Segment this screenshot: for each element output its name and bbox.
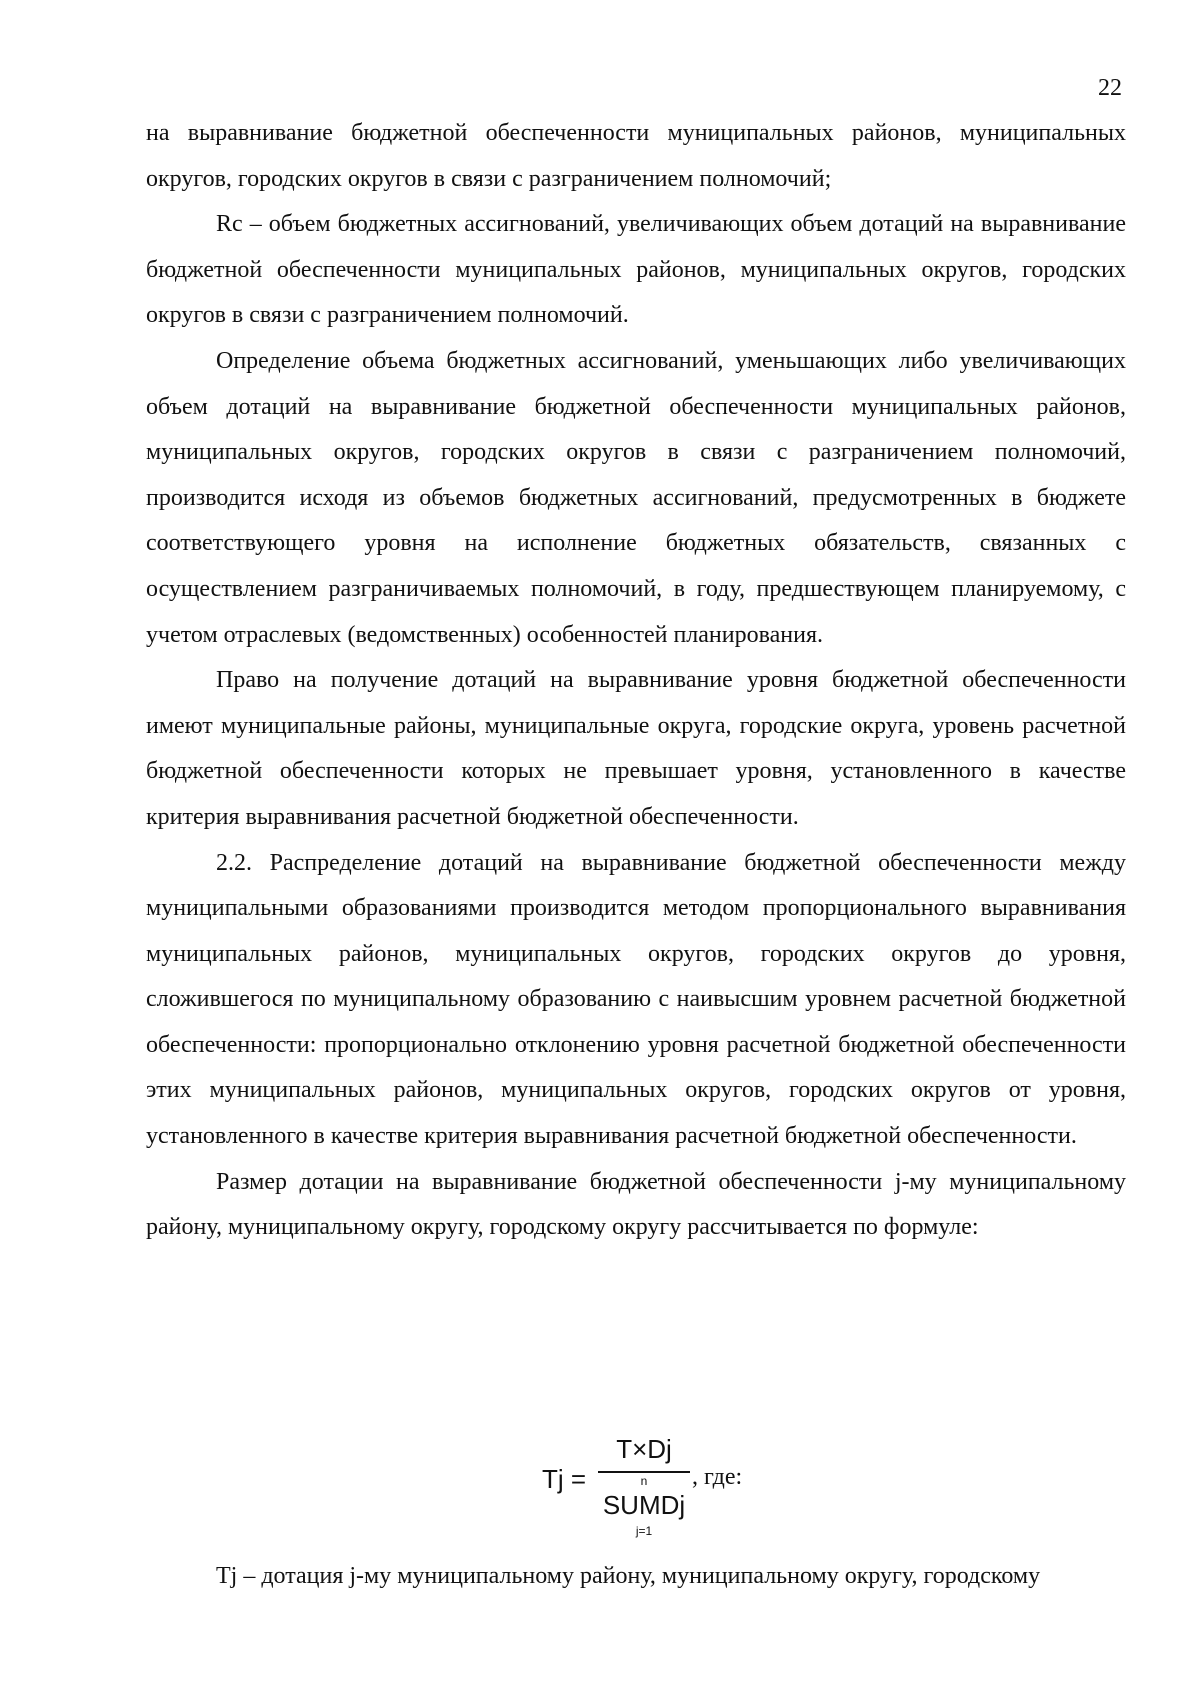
- paragraph-3: Определение объема бюджетных ассигнований, уменьшающих либо увеличивающих объем дотаций на выравнивание бюджетной обеспеченности муниципальных районов, муниципальных округов, городских округов в связи с разграничением полномочий, производится исходя из объемов бюджетных ассигнований, предусмотренных в бюджете соответствующего уровня на исполнение бюджетных обязательств, связанных с осуществлением разграничиваемых полномочий, в году, предшествующем планируемому, с учетом отраслевых (ведомственных) особенностей планирования.: [146, 347, 1126, 648]
- page-number: 22: [1098, 75, 1122, 101]
- formula-lhs: Tj =: [542, 1464, 587, 1494]
- paragraph-4: Право на получение дотаций на выравнивание уровня бюджетной обеспеченности имеют муниципальные районы, муниципальные округа, городские округа, уровень расчетной бюджетной обеспеченности которых не превышает уровня, установленного в качестве критерия выравнивания расчетной бюджетной обеспеченности.: [146, 667, 1126, 830]
- sum-upper-limit: n: [640, 1474, 648, 1488]
- sum-lower-limit: j=1: [635, 1524, 653, 1538]
- formula-numerator: T×Dj: [616, 1434, 672, 1464]
- paragraph-5: 2.2. Распределение дотаций на выравнивание бюджетной обеспеченности между муниципальными образованиями производится методом пропорционального выравнивания муниципальных районов, муниципальных округов, городских округов до уровня, сложившегося по муниципальному образованию с наивысшим уровнем расчетной бюджетной обеспеченности: пропорционально отклонению уровня расчетной бюджетной обеспеченности этих муниципальных районов, муниципальных округов, городских округов от уровня, установленного в качестве критерия выравнивания расчетной бюджетной обеспеченности.: [146, 849, 1126, 1150]
- formula: [542, 1434, 802, 1544]
- paragraph-6: Размер дотации на выравнивание бюджетной обеспеченности j-му муниципальному району, муниципальному округу, городскому округу рассчитывается по формуле:: [146, 1168, 1126, 1241]
- formula-denominator: SUMDj: [602, 1490, 686, 1520]
- paragraph-7: Tj – дотация j-му муниципальному району, муниципальному округу, городскому: [216, 1563, 1041, 1589]
- formula-suffix: , где:: [692, 1464, 743, 1490]
- paragraph-1: на выравнивание бюджетной обеспеченности муниципальных районов, муниципальных округов, городских округов в связи с разграничением полномочий;: [146, 120, 1126, 192]
- after-formula-text: [146, 1554, 1126, 1600]
- paragraph-2: Rc – объем бюджетных ассигнований, увеличивающих объем дотаций на выравнивание бюджетной обеспеченности муниципальных районов, муниципальных округов, городских округов в связи с разграничением полномочий.: [146, 211, 1126, 329]
- body-text: [146, 111, 1126, 1251]
- fraction-bar: [598, 1471, 690, 1473]
